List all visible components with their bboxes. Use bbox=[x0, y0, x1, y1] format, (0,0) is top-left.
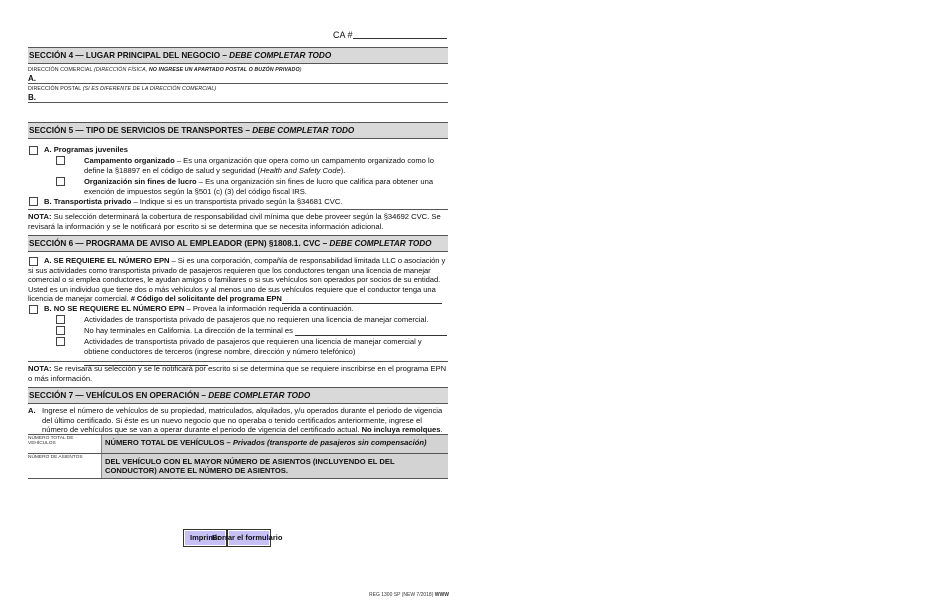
total-vehicles-header-text: NÚMERO TOTAL DE VEHÍCULOS bbox=[105, 438, 225, 447]
section-5-note-label: NOTA: bbox=[28, 212, 52, 221]
section-6-title: SECCIÓN 6 — PROGRAMA DE AVISO AL EMPLEADOR (EPN) §1808.1. CVC bbox=[29, 239, 321, 248]
mailing-address-label bbox=[28, 86, 216, 92]
commercial-address-label bbox=[28, 67, 302, 73]
youth-programs-label: A. Programas juveniles bbox=[44, 145, 128, 154]
terminal-address-field[interactable] bbox=[295, 335, 447, 336]
epn-required-title: A. SE REQUIERE EL NÚMERO EPN bbox=[44, 256, 170, 265]
nonprofit-title: Organización sin fines de lucro bbox=[84, 177, 197, 186]
private-carrier-title: B. Transportista privado bbox=[44, 197, 132, 206]
nonprofit-checkbox[interactable] bbox=[56, 177, 65, 186]
commercial-address-field[interactable] bbox=[28, 83, 448, 84]
section-4-title: SECCIÓN 4 — LUGAR PRINCIPAL DEL NEGOCIO bbox=[29, 51, 221, 60]
private-carrier-desc: – Indique si es un transportista privado según la §34681 CVC. bbox=[131, 197, 343, 206]
total-vehicles-header bbox=[101, 435, 448, 453]
organized-camp-desc: – Es una organización que opera como un campamento organizado como lo define la §18897 en el código de salud y seguridad ( bbox=[84, 156, 434, 175]
nonprofit-text bbox=[84, 177, 448, 196]
print-button[interactable]: Imprimir bbox=[183, 529, 227, 547]
ca-number-label: CA # bbox=[333, 30, 353, 40]
seats-label[interactable]: NÚMERO DE ASIENTOS bbox=[28, 455, 83, 460]
commercial-address-label-text: DIRECCIÓN COMERCIAL bbox=[28, 67, 93, 73]
epn-not-required-desc: – Provea la información requerida a continuación. bbox=[184, 304, 354, 313]
section-5-header bbox=[28, 122, 448, 139]
organized-camp-italic: Health and Safety Code bbox=[260, 165, 341, 175]
section-6-note bbox=[28, 364, 448, 383]
youth-programs-checkbox[interactable] bbox=[29, 146, 38, 155]
section-4-title-suffix: – DEBE COMPLETAR TODO bbox=[220, 51, 332, 60]
seats-row bbox=[28, 453, 448, 479]
section-7-instructions bbox=[42, 406, 448, 435]
no-cdl-checkbox[interactable] bbox=[56, 315, 65, 324]
section-6-note-text: Se revisará su selección y se le notificará por escrito si se determina que se requiere inscribirse en el programa EPN o más información. bbox=[28, 364, 447, 383]
epn-required-desc: – Si es una corporación, compañía de responsabilidad limitada LLC o asociación y si sus actividades como transportista privado de pasajeros requieren que los conductores tengan una licencia de manejar comercial o si emplea conductores, le ayudan amigos o familiares o si sus vehículos son operados por socios de su entidad. Usted es un individuo que tiene dos o más vehículos y al menos uno de sus vehículos requiere que el conductor tenga una licencia de manejar comercial. bbox=[28, 256, 446, 304]
nonprofit-desc: – Es una organización sin fines de lucro que califica para obtener una exención de impuestos según la §501 (c) (3) del código fiscal IRS. bbox=[84, 177, 434, 196]
commercial-address-note-bold: NO INGRESE UN APARTADO POSTAL O BUZÓN PRIVADO bbox=[148, 67, 300, 73]
clear-form-button[interactable]: Borrar el formulario bbox=[227, 529, 271, 547]
epn-requester-code-label: # Código del solicitante del programa EPN bbox=[130, 294, 282, 304]
section-6-title-suffix: – DEBE COMPLETAR TODO bbox=[320, 239, 432, 248]
no-cdl-text: Actividades de transportista privado de pasajeros que no requieren una licencia de manejar comercial. bbox=[84, 315, 429, 324]
section-7-title: SECCIÓN 7 — VEHÍCULOS EN OPERACIÓN bbox=[29, 391, 200, 400]
organized-camp-text bbox=[84, 156, 448, 175]
section-6-divider bbox=[28, 361, 448, 362]
epn-required-text bbox=[28, 256, 448, 304]
section-5-note-text: Su selección determinará la cobertura de responsabilidad civil mínima que debe proveer según la §34692 CVC. Se revisará la información y se le notificará por escrito si se determina que se necesita información adicional. bbox=[28, 212, 441, 231]
form-footer bbox=[369, 592, 449, 598]
section-5-title-suffix: – DEBE COMPLETAR TODO bbox=[243, 126, 355, 135]
commercial-address-note: (DIRECCIÓN FÍSICA, bbox=[93, 67, 149, 73]
epn-not-required-checkbox[interactable] bbox=[29, 305, 38, 314]
private-carrier-text bbox=[44, 197, 342, 207]
section-5-title: SECCIÓN 5 — TIPO DE SERVICIOS DE TRANSPORTES bbox=[29, 126, 244, 135]
total-vehicles-label[interactable]: NÚMERO TOTAL DE VEHÍCULOS bbox=[28, 436, 74, 446]
no-terminals-checkbox[interactable] bbox=[56, 326, 65, 335]
commercial-address-letter: A. bbox=[28, 74, 36, 83]
section-7-title-suffix: – DEBE COMPLETAR TODO bbox=[199, 391, 311, 400]
no-terminals-label: No hay terminales en California. La dirección de la terminal es bbox=[84, 326, 293, 335]
section-7-instructions-end: . bbox=[440, 425, 443, 435]
mailing-address-letter: B. bbox=[28, 93, 36, 102]
section-7-header bbox=[28, 387, 448, 404]
section-7-instructions-text: Ingrese el número de vehículos de su propiedad, matriculados, alquilados, y/u operados durante el periodo de vigencia del último certificado. Si éste es un nuevo negocio que no operaba o tenido certificados anteriormente, ingrese el número de vehículos que se van a operar durante el periodo de vigencia del certificado actual. bbox=[42, 406, 443, 435]
epn-not-required-text bbox=[44, 304, 354, 314]
total-vehicles-header-italic: – Privados (transporte de pasajeros sin compensación) bbox=[224, 438, 427, 447]
third-party-drivers-label: Actividades de transportista privado de pasajeros que requieren una licencia de manejar comercial y obtiene conductores de terceros (ingrese nombre, dirección y número telefónico) bbox=[84, 337, 422, 356]
epn-not-required-title: B. NO SE REQUIERE EL NÚMERO EPN bbox=[44, 304, 185, 313]
section-5-divider bbox=[28, 209, 448, 210]
total-vehicles-row bbox=[28, 434, 448, 453]
section-7-no-trailers: No incluya remolques bbox=[361, 425, 441, 435]
organized-camp-checkbox[interactable] bbox=[56, 156, 65, 165]
vehicles-table bbox=[28, 434, 448, 478]
third-party-drivers-checkbox[interactable] bbox=[56, 337, 65, 346]
section-5-note bbox=[28, 212, 448, 231]
seats-header: DEL VEHÍCULO CON EL MAYOR NÚMERO DE ASIENTOS (INCLUYENDO EL DEL CONDUCTOR) ANOTE EL NÚMERO DE ASIENTOS. bbox=[101, 454, 448, 478]
footer-website: WWW bbox=[434, 592, 449, 598]
mailing-address-note: (SI ES DIFERENTE DE LA DIRECCIÓN COMERCIAL) bbox=[82, 86, 217, 92]
section-7-letter: A. bbox=[28, 406, 36, 415]
mailing-address-field[interactable] bbox=[28, 102, 448, 103]
section-6-note-label: NOTA: bbox=[28, 364, 52, 373]
form-number: REG 1300 SP (NEW 7/2018) bbox=[369, 592, 435, 598]
organized-camp-title: Campamento organizado bbox=[84, 156, 175, 165]
organized-camp-end: ). bbox=[340, 165, 346, 175]
commercial-address-note-end: ) bbox=[299, 67, 302, 73]
private-carrier-checkbox[interactable] bbox=[29, 197, 38, 206]
section-6-header bbox=[28, 235, 448, 252]
ca-number-field[interactable] bbox=[353, 38, 447, 39]
mailing-address-label-text: DIRECCIÓN POSTAL bbox=[28, 86, 82, 92]
no-terminals-text bbox=[84, 326, 448, 336]
section-4-header bbox=[28, 47, 448, 64]
